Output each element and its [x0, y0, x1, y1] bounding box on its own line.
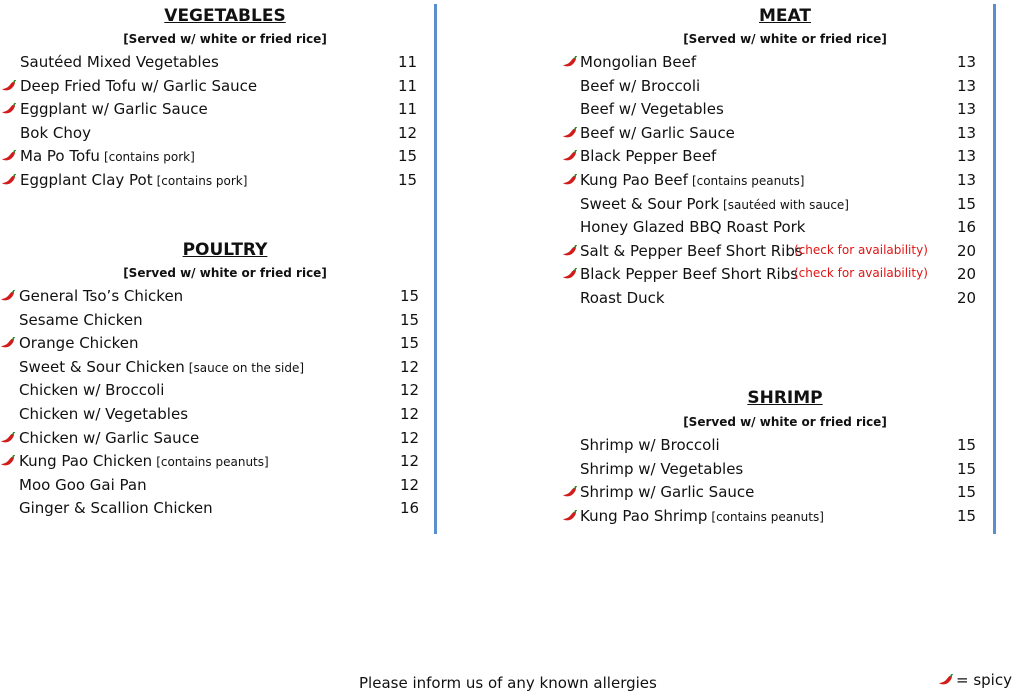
menu-item-price: 15	[957, 507, 977, 525]
menu-item-price: 12	[398, 124, 418, 142]
menu-item	[0, 265, 1024, 287]
section-subtitle-poultry: [Served w/ white or fried rice]	[123, 266, 327, 280]
menu-item-name: Mongolian Beef	[580, 53, 697, 71]
menu-item-name: Eggplant w/ Garlic Sauce	[20, 100, 208, 118]
menu-item-price: 15	[400, 311, 420, 329]
menu-item-note: [sauce on the side]	[188, 361, 305, 375]
menu-item-price: 11	[398, 77, 418, 95]
menu-item	[0, 195, 1024, 217]
menu-item-name: General Tso’s Chicken	[19, 287, 184, 305]
menu-item	[0, 53, 1024, 75]
menu-item	[0, 171, 1024, 193]
menu-item	[0, 436, 1024, 458]
allergy-notice: Please inform us of any known allergies	[359, 674, 657, 692]
menu-item-name: Black Pepper Beef	[580, 147, 717, 165]
menu-item-name: Beef w/ Garlic Sauce	[580, 124, 735, 142]
menu-item	[0, 218, 1024, 240]
menu-item-price: 13	[957, 53, 977, 71]
menu-item	[0, 242, 1024, 264]
menu-item-name: Roast Duck	[580, 289, 665, 307]
menu-item-note: [contains peanuts]	[156, 455, 269, 469]
menu-item-price: 11	[398, 100, 418, 118]
menu-item	[0, 100, 1024, 122]
menu-item-note: [contains pork]	[103, 150, 195, 164]
menu-item-price: 15	[398, 147, 418, 165]
menu-item-name: Honey Glazed BBQ Roast Pork	[580, 218, 806, 236]
menu-item-name: Kung Pao Beef	[580, 171, 688, 189]
menu-item-price: 13	[957, 77, 977, 95]
menu-item-price: 15	[957, 436, 977, 454]
menu-item-price: 12	[400, 429, 420, 447]
menu-item-name: Sweet & Sour Chicken	[19, 358, 185, 376]
menu-item-price: 13	[957, 171, 977, 189]
menu-item-name: Kung Pao Shrimp	[580, 507, 708, 525]
menu-item	[0, 334, 1024, 356]
menu-item-name: Shrimp w/ Garlic Sauce	[580, 483, 755, 501]
menu-item-name: Beef w/ Broccoli	[580, 77, 701, 95]
spicy-legend	[939, 671, 1019, 691]
menu-item-price: 16	[400, 499, 420, 517]
menu-item-price: 15	[957, 483, 977, 501]
section-title-poultry: POULTRY	[182, 240, 268, 260]
chili-pepper-icon	[563, 174, 577, 186]
chili-pepper-icon	[563, 127, 577, 139]
menu-item-price: 16	[957, 218, 977, 236]
menu-item-note: [contains peanuts]	[691, 174, 805, 188]
chili-pepper-icon	[563, 510, 577, 522]
menu-item-price: 15	[400, 287, 420, 305]
menu-item-name: Chicken w/ Vegetables	[19, 405, 189, 423]
menu-item-name: Chicken w/ Broccoli	[19, 381, 165, 399]
menu-item-name: Shrimp w/ Broccoli	[580, 436, 720, 454]
menu-item-price: 13	[957, 124, 977, 142]
menu-item-price: 15	[400, 334, 420, 352]
menu-item	[0, 289, 1024, 311]
menu-item-price: 13	[957, 147, 977, 165]
section-title-shrimp: SHRIMP	[747, 388, 823, 408]
menu-item-name: Sesame Chicken	[19, 311, 143, 329]
menu-item-name: Shrimp w/ Vegetables	[580, 460, 744, 478]
menu-item	[0, 483, 1024, 505]
chili-pepper-icon	[1, 337, 15, 349]
menu-item	[0, 311, 1024, 333]
menu-item-price: 12	[400, 405, 420, 423]
chili-pepper-icon	[563, 245, 577, 257]
menu-item-price: 12	[400, 358, 420, 376]
section-subtitle-shrimp: [Served w/ white or fried rice]	[683, 415, 887, 429]
menu-item	[0, 147, 1024, 169]
menu-item-price: 12	[400, 452, 420, 470]
menu-item-name: Orange Chicken	[19, 334, 139, 352]
menu-item-price: 20	[957, 289, 977, 307]
section-subtitle-vegetables: [Served w/ white or fried rice]	[123, 32, 327, 46]
menu-item-note: [contains pork]	[156, 174, 248, 188]
menu-item-name: Ginger & Scallion Chicken	[19, 499, 213, 517]
menu-item-name: Eggplant Clay Pot	[20, 171, 153, 189]
menu-item-price: 11	[398, 53, 418, 71]
menu-item-price: 15	[957, 460, 977, 478]
menu-item-price: 13	[957, 100, 977, 118]
availability-note: (check for availability)	[794, 243, 928, 257]
menu-item	[0, 77, 1024, 99]
menu-item-name: Sweet & Sour Pork	[580, 195, 720, 213]
availability-note: (check for availability)	[794, 266, 928, 280]
menu-item-name: Kung Pao Chicken	[19, 452, 153, 470]
menu-item-name: Sautéed Mixed Vegetables	[20, 53, 219, 71]
menu-item-price: 20	[957, 242, 977, 260]
menu-item-price: 20	[957, 265, 977, 283]
spicy-legend-label: = spicy	[956, 671, 1012, 689]
menu-item	[0, 358, 1024, 380]
menu-item-name: Chicken w/ Garlic Sauce	[19, 429, 200, 447]
menu-item-name: Salt & Pepper Beef Short Ribs	[580, 242, 803, 260]
menu-item-name: Black Pepper Beef Short Ribs	[580, 265, 799, 283]
menu-item-price: 12	[400, 381, 420, 399]
chili-pepper-icon	[563, 486, 577, 498]
section-title-meat: MEAT	[759, 6, 811, 26]
menu-item	[0, 507, 1024, 529]
menu-item-name: Ma Po Tofu	[20, 147, 100, 165]
chili-pepper-icon	[939, 674, 953, 686]
menu-item-note: [contains peanuts]	[711, 510, 824, 524]
section-title-vegetables: VEGETABLES	[164, 6, 286, 26]
menu-item-price: 15	[957, 195, 977, 213]
menu-item-name: Moo Goo Gai Pan	[19, 476, 147, 494]
menu-item	[0, 124, 1024, 146]
section-subtitle-meat: [Served w/ white or fried rice]	[683, 32, 887, 46]
menu-item-name: Deep Fried Tofu w/ Garlic Sauce	[20, 77, 258, 95]
chili-pepper-icon	[563, 56, 577, 68]
menu-item-name: Bok Choy	[20, 124, 91, 142]
chili-pepper-icon	[563, 150, 577, 162]
menu-item-price: 12	[400, 476, 420, 494]
menu-item-name: Beef w/ Vegetables	[580, 100, 724, 118]
menu-item	[0, 460, 1024, 482]
menu-item-note: [sautéed with sauce]	[723, 198, 849, 212]
chili-pepper-icon	[563, 268, 577, 280]
menu-item-price: 15	[398, 171, 418, 189]
